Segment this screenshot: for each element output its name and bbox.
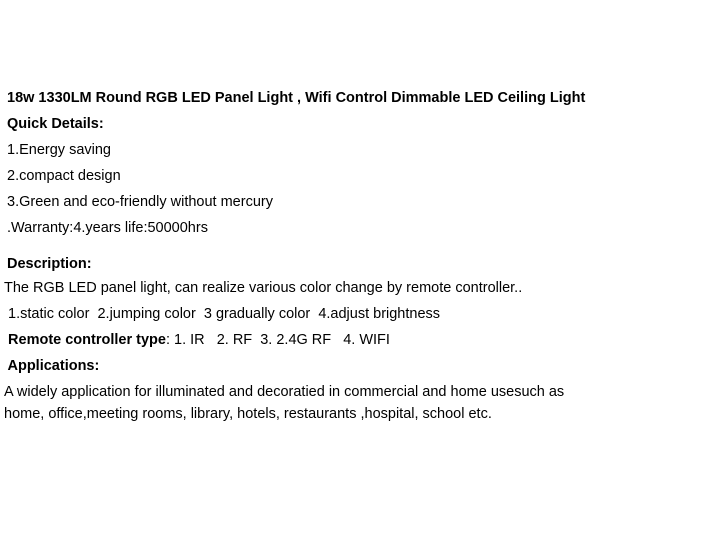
description-features: 1.static color 2.jumping color 3 gradually color 4.adjust brightness (4, 306, 441, 322)
remote-controller-value: : 1. IR 2. RF 3. 2.4G RF 4. WIFI (165, 332, 390, 348)
product-title: 18w 1330LM Round RGB LED Panel Light , Wifi Control Dimmable LED Ceiling Light (7, 90, 586, 106)
quick-detail-item: .Warranty:4.years life:50000hrs (7, 220, 208, 236)
remote-controller-label: Remote controller type (4, 332, 166, 348)
applications-text-line-2: home, office,meeting rooms, library, hotels, restaurants ,hospital, school etc. (4, 406, 492, 422)
quick-detail-item: 3.Green and eco-friendly without mercury (7, 194, 273, 210)
description-heading: Description: (7, 256, 92, 272)
quick-detail-item: 1.Energy saving (7, 142, 111, 158)
remote-controller-line (4, 331, 390, 349)
applications-heading: Applications: (4, 358, 100, 374)
quick-detail-item: 2.compact design (7, 168, 121, 184)
quick-details-heading: Quick Details: (7, 116, 104, 132)
description-text: The RGB LED panel light, can realize various color change by remote controller.. (4, 280, 523, 296)
applications-text-line-1: A widely application for illuminated and decoratied in commercial and home usesuch as (4, 384, 565, 400)
